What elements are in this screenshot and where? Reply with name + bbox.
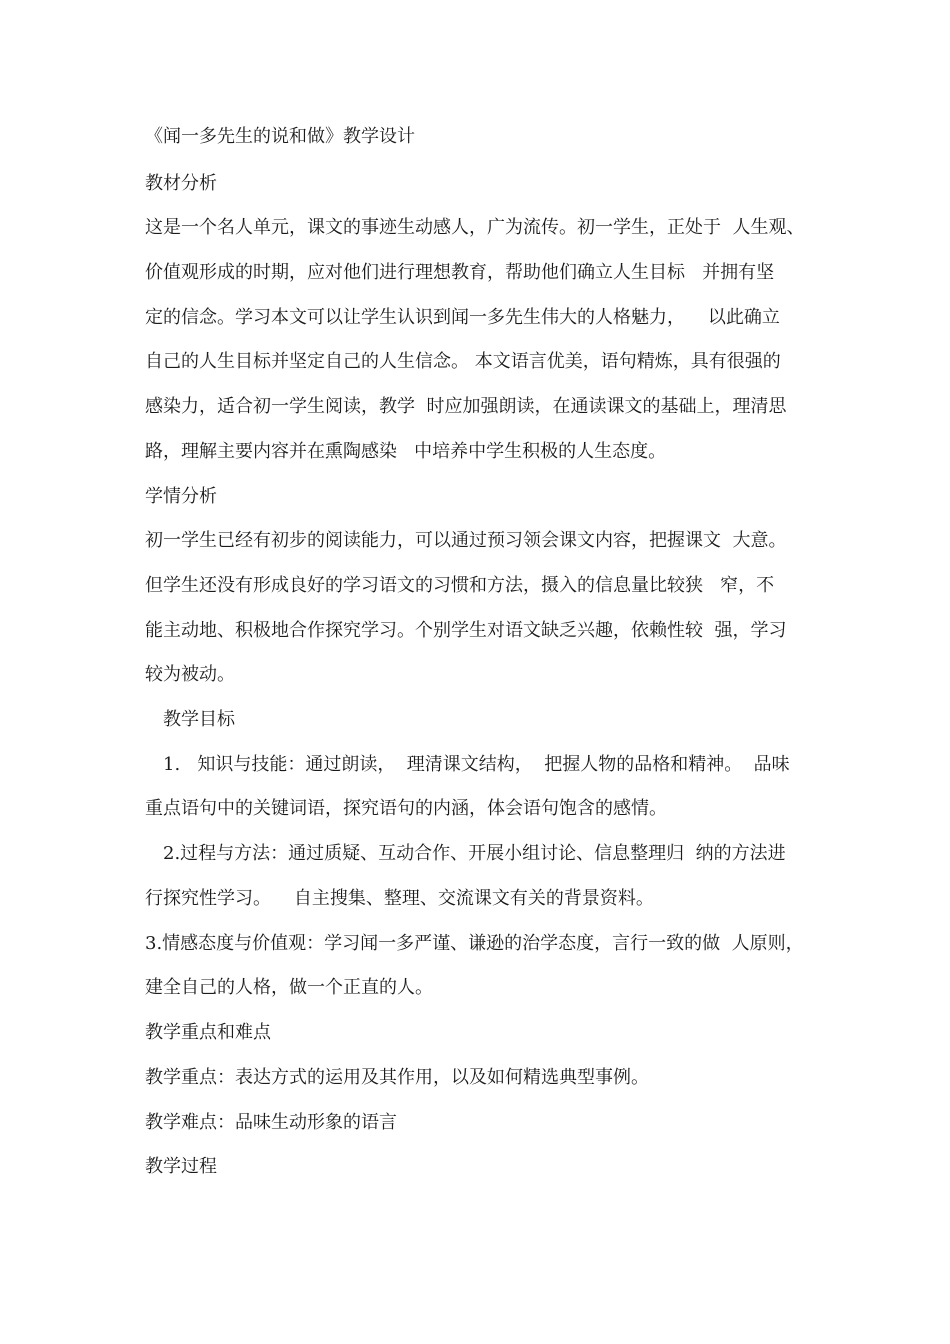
paragraph-line: 能主动地、积极地合作探究学习。个别学生对语文缺乏兴趣，依赖性较 强，学习	[145, 620, 787, 641]
paragraph-line: 建全自己的人格，做一个正直的人。	[145, 977, 433, 998]
key-point-focus: 教学重点：表达方式的运用及其作用，以及如何精选典型事例。	[145, 1067, 649, 1088]
paragraph-line: 定的信念。学习本文可以让学生认识到闻一多先生伟大的人格魅力， 以此确立	[145, 307, 780, 328]
document-title: 《闻一多先生的说和做》教学设计	[145, 126, 415, 147]
paragraph-line: 1. 知识与技能：通过朗读， 理清课文结构， 把握人物的品格和精神。 品味	[163, 754, 790, 775]
paragraph-line: 重点语句中的关键词语，探究语句的内涵，体会语句饱含的感情。	[145, 798, 667, 819]
paragraph-line: 较为被动。	[145, 664, 235, 685]
paragraph-line: 自己的人生目标并坚定自己的人生信念。 本文语言优美，语句精炼，具有很强的	[145, 351, 781, 372]
section-heading-key-points: 教学重点和难点	[145, 1022, 271, 1043]
section-heading-material-analysis: 教材分析	[145, 173, 217, 194]
paragraph-line: 初一学生已经有初步的阅读能力，可以通过预习领会课文内容，把握课文 大意。	[145, 530, 787, 551]
paragraph-line: 但学生还没有形成良好的学习语文的习惯和方法，摄入的信息量比较狭 窄，不	[145, 575, 775, 596]
paragraph-line: 感染力，适合初一学生阅读，教学 时应加强朗读，在通读课文的基础上，理清思	[145, 396, 787, 417]
paragraph-line: 2.过程与方法：通过质疑、互动合作、开展小组讨论、信息整理归 纳的方法进	[163, 843, 786, 864]
paragraph-line: 价值观形成的时期，应对他们进行理想教育，帮助他们确立人生目标 并拥有坚	[145, 262, 775, 283]
section-heading-student-analysis: 学情分析	[145, 486, 217, 507]
paragraph-line: 这是一个名人单元，课文的事迹生动感人，广为流传。初一学生，正处于 人生观、	[145, 217, 805, 238]
paragraph-line: 3.情感态度与价值观：学习闻一多严谨、谦逊的治学态度，言行一致的做 人原则，	[145, 933, 804, 954]
paragraph-line: 路，理解主要内容并在熏陶感染 中培养中学生积极的人生态度。	[145, 441, 667, 462]
section-heading-teaching-process: 教学过程	[145, 1156, 217, 1177]
section-heading-teaching-goals: 教学目标	[163, 709, 235, 730]
key-point-difficulty: 教学难点：品味生动形象的语言	[145, 1112, 397, 1133]
paragraph-line: 行探究性学习。 自主搜集、整理、交流课文有关的背景资料。	[145, 888, 654, 909]
